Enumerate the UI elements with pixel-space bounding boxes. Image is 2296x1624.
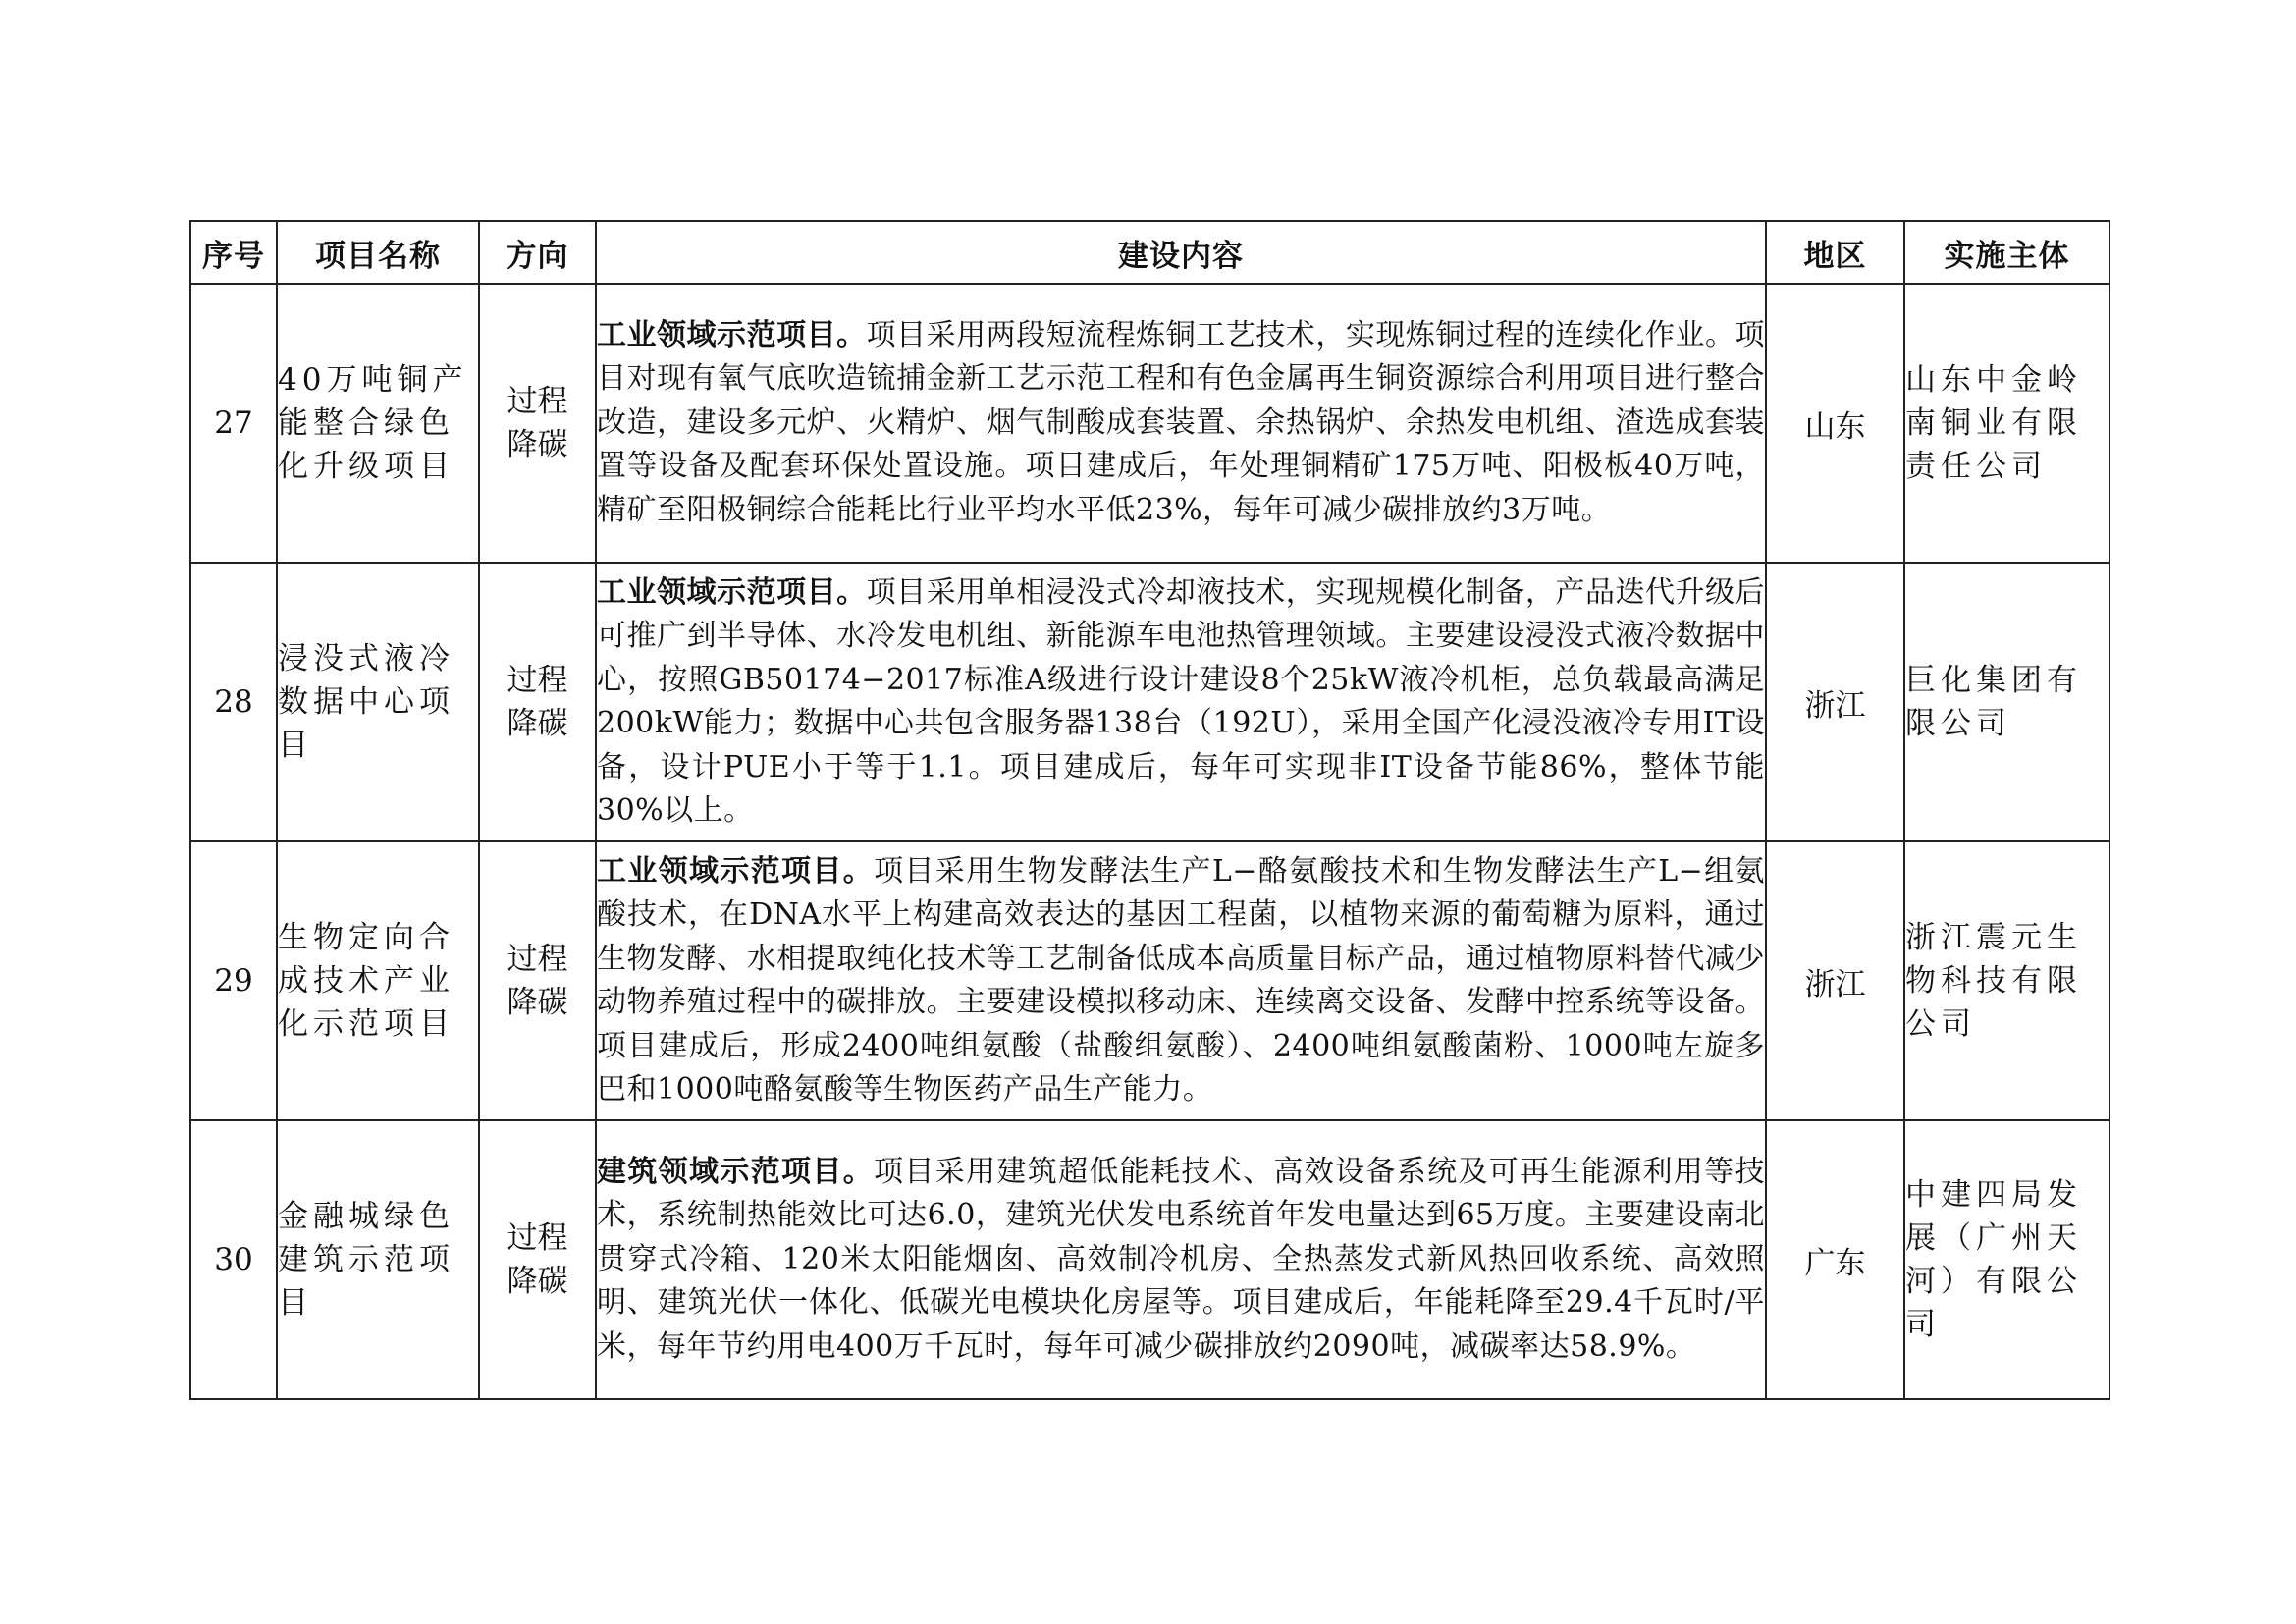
header-region: 地区	[1766, 221, 1904, 284]
row-org: 浙江震元生物科技有限公司	[1904, 841, 2109, 1120]
table-row	[190, 563, 2109, 841]
row-content-tag: 工业领域示范项目。	[597, 853, 875, 889]
row-org: 山东中金岭南铜业有限责任公司	[1904, 284, 2109, 563]
row-content	[596, 284, 1766, 563]
row-direction-text: 过程降碳	[507, 1220, 568, 1299]
table-row	[190, 841, 2109, 1120]
row-direction	[479, 284, 596, 563]
row-no: 28	[190, 563, 277, 841]
row-region: 广东	[1766, 1120, 1904, 1399]
row-content-text: 项目采用单相浸没式冷却液技术，实现规模化制备，产品迭代升级后可推广到半导体、水冷发电机组、新能源车电池热管理领域。主要建设浸没式液冷数据中心，按照GB50174−2017标准A级进行设计建设8个25kW液冷机柜，总负载最高满足200kW能力；数据中心共包含服务器138台（192U），采用全国产化浸没液冷专用IT设备，设计PUE小于等于1.1。项目建成后，每年可实现非IT设备节能86%，整体节能30%以上。	[597, 574, 1766, 828]
row-content-text: 项目采用建筑超低能耗技术、高效设备系统及可再生能源利用等技术，系统制热能效比可达6.0，建筑光伏发电系统首年发电量达到65万度。主要建设南北贯穿式冷箱、120米太阳能烟囱、高效制冷机房、全热蒸发式新风热回收系统、高效照明、建筑光伏一体化、低碳光电模块化房屋等。项目建成后，年能耗降至29.4千瓦时/平米，每年节约用电400万千瓦时，每年可减少碳排放约2090吨，减碳率达58.9%。	[597, 1154, 1766, 1364]
row-no: 29	[190, 841, 277, 1120]
row-content	[596, 841, 1766, 1120]
header-no: 序号	[190, 221, 277, 284]
row-region: 山东	[1766, 284, 1904, 563]
row-direction	[479, 1120, 596, 1399]
row-direction-text: 过程降碳	[507, 942, 568, 1020]
header-direction: 方向	[479, 221, 596, 284]
row-org: 中建四局发展（广州天河）有限公司	[1904, 1120, 2109, 1399]
row-project-name: 生物定向合成技术产业化示范项目	[277, 841, 479, 1120]
table-row	[190, 1120, 2109, 1399]
row-content-tag: 工业领域示范项目。	[597, 317, 867, 352]
row-content-tag: 建筑领域示范项目。	[597, 1154, 875, 1189]
row-content-text: 项目采用生物发酵法生产L−酪氨酸技术和生物发酵法生产L−组氨酸技术，在DNA水平上构建高效表达的基因工程菌，以植物来源的葡萄糖为原料，通过生物发酵、水相提取纯化技术等工艺制备低成本高质量目标产品，通过植物原料替代减少动物养殖过程中的碳排放。主要建设模拟移动床、连续离交设备、发酵中控系统等设备。项目建成后，形成2400吨组氨酸（盐酸组氨酸）、2400吨组氨酸菌粉、1000吨左旋多巴和1000吨酪氨酸等生物医药产品生产能力。	[597, 853, 1765, 1107]
projects-table	[189, 220, 2110, 1400]
row-no: 30	[190, 1120, 277, 1399]
row-org: 巨化集团有限公司	[1904, 563, 2109, 841]
row-direction-text: 过程降碳	[507, 663, 568, 741]
row-region: 浙江	[1766, 563, 1904, 841]
row-direction	[479, 841, 596, 1120]
row-content	[596, 1120, 1766, 1399]
table-row	[190, 284, 2109, 563]
row-no: 27	[190, 284, 277, 563]
row-content-tag: 工业领域示范项目。	[597, 574, 867, 610]
row-direction	[479, 563, 596, 841]
row-project-name: 金融城绿色建筑示范项目	[277, 1120, 479, 1399]
row-content-text: 项目采用两段短流程炼铜工艺技术，实现炼铜过程的连续化作业。项目对现有氧气底吹造锍捕金新工艺示范工程和有色金属再生铜资源综合利用项目进行整合改造，建设多元炉、火精炉、烟气制酸成套装置、余热锅炉、余热发电机组、渣选成套装置等设备及配套环保处置设施。项目建成后，年处理铜精矿175万吨、阳极板40万吨，精矿至阳极铜综合能耗比行业平均水平低23%，每年可减少碳排放约3万吨。	[597, 317, 1766, 527]
header-org: 实施主体	[1904, 221, 2109, 284]
row-project-name: 浸没式液冷数据中心项目	[277, 563, 479, 841]
row-direction-text: 过程降碳	[507, 384, 568, 462]
table-header-row	[190, 221, 2109, 284]
header-content: 建设内容	[596, 221, 1766, 284]
header-name: 项目名称	[277, 221, 479, 284]
row-project-name: 40万吨铜产能整合绿色化升级项目	[277, 284, 479, 563]
row-region: 浙江	[1766, 841, 1904, 1120]
row-content	[596, 563, 1766, 841]
